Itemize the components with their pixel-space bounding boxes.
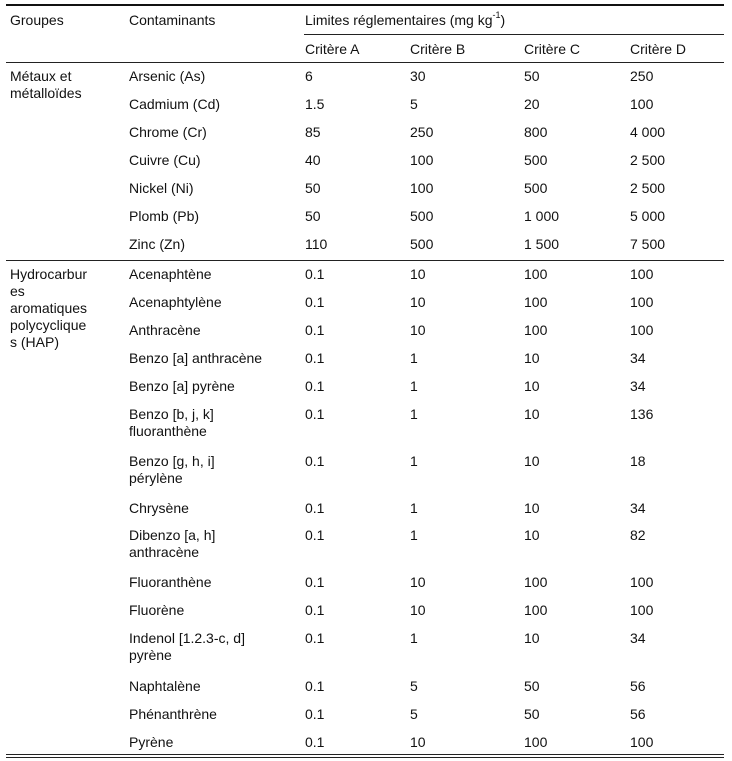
contaminant-name: Chrysène — [129, 500, 189, 516]
value-critere-d: 4 000 — [630, 124, 666, 140]
value-critere-c: 100 — [524, 734, 548, 750]
value-critere-b: 10 — [410, 574, 426, 590]
group-label-hap — [10, 266, 87, 351]
value-critere-a: 1.5 — [305, 96, 325, 112]
value-critere-a: 110 — [305, 236, 328, 252]
value-critere-d: 100 — [630, 322, 654, 338]
value-critere-c: 50 — [524, 678, 540, 694]
value-critere-b: 1 — [410, 350, 418, 366]
value-critere-c: 500 — [524, 152, 548, 168]
value-critere-a: 0.1 — [305, 678, 325, 694]
value-critere-d: 34 — [630, 350, 646, 366]
value-critere-b: 10 — [410, 294, 426, 310]
header-critere-d: Critère D — [630, 41, 687, 57]
value-critere-a: 85 — [305, 124, 321, 140]
value-critere-c: 50 — [524, 68, 540, 84]
value-critere-a: 0.1 — [305, 406, 325, 422]
contaminant-name: Chrome (Cr) — [129, 124, 207, 140]
value-critere-a: 40 — [305, 152, 321, 168]
value-critere-a: 0.1 — [305, 527, 325, 543]
value-critere-b: 1 — [410, 630, 418, 646]
value-critere-b: 1 — [410, 500, 418, 516]
value-critere-a: 0.1 — [305, 630, 325, 646]
contaminant-name: Benzo [b, j, k] — [129, 406, 214, 422]
value-critere-d: 82 — [630, 527, 646, 543]
value-critere-c: 10 — [524, 406, 540, 422]
value-critere-b: 100 — [410, 152, 434, 168]
value-critere-d: 100 — [630, 574, 654, 590]
value-critere-a: 50 — [305, 180, 321, 196]
value-critere-a: 6 — [305, 68, 313, 84]
value-critere-c: 100 — [524, 602, 548, 618]
contaminant-name: Nickel (Ni) — [129, 180, 194, 196]
value-critere-b: 500 — [410, 208, 434, 224]
value-critere-a: 50 — [305, 208, 321, 224]
group-label-line: es — [10, 283, 25, 299]
contaminant-name: Phénanthrène — [129, 706, 217, 722]
contaminant-name: Naphtalène — [129, 678, 201, 694]
header-limits-exponent: -1 — [492, 10, 501, 21]
header-bottom-rule — [6, 62, 724, 63]
header-critere-a: Critère A — [305, 41, 360, 57]
table-bottom-rule — [6, 754, 724, 755]
value-critere-d: 136 — [630, 406, 654, 422]
value-critere-d: 2 500 — [630, 180, 666, 196]
value-critere-a: 0.1 — [305, 602, 325, 618]
contaminant-name: Cadmium (Cd) — [129, 96, 221, 112]
value-critere-d: 2 500 — [630, 152, 666, 168]
value-critere-c: 500 — [524, 180, 548, 196]
value-critere-b: 1 — [410, 406, 418, 422]
group-label-line: métalloïdes — [10, 85, 82, 101]
value-critere-d: 7 500 — [630, 236, 666, 252]
contaminant-name: Benzo [g, h, i] — [129, 453, 215, 469]
value-critere-a: 0.1 — [305, 322, 325, 338]
group-label-line: s (HAP) — [10, 334, 59, 350]
value-critere-d: 250 — [630, 68, 654, 84]
value-critere-d: 100 — [630, 294, 654, 310]
group-label-line: aromatiques — [10, 300, 88, 316]
contaminant-name-cont: fluoranthène — [129, 423, 207, 439]
header-contaminants: Contaminants — [129, 12, 216, 28]
value-critere-c: 100 — [524, 294, 548, 310]
contaminant-name: Indenol [1.2.3-c, d] — [129, 630, 245, 646]
contaminant-name: Pyrène — [129, 734, 174, 750]
value-critere-d: 56 — [630, 678, 646, 694]
value-critere-b: 1 — [410, 527, 418, 543]
header-subrule — [304, 34, 724, 35]
value-critere-b: 5 — [410, 706, 418, 722]
value-critere-b: 5 — [410, 678, 418, 694]
header-groups: Groupes — [10, 12, 64, 28]
value-critere-c: 10 — [524, 500, 540, 516]
contaminant-name-cont: pérylène — [129, 470, 183, 486]
contaminant-name: Anthracène — [129, 322, 201, 338]
value-critere-d: 100 — [630, 602, 654, 618]
header-critere-c: Critère C — [524, 41, 581, 57]
group-divider-rule — [6, 260, 724, 261]
value-critere-b: 500 — [410, 236, 434, 252]
value-critere-d: 100 — [630, 266, 654, 282]
contaminant-name: Fluoranthène — [129, 574, 212, 590]
value-critere-a: 0.1 — [305, 350, 325, 366]
value-critere-a: 0.1 — [305, 453, 325, 469]
contaminant-name-cont: anthracène — [129, 544, 200, 560]
value-critere-c: 100 — [524, 266, 548, 282]
value-critere-a: 0.1 — [305, 266, 325, 282]
value-critere-d: 34 — [630, 630, 646, 646]
value-critere-c: 10 — [524, 630, 540, 646]
value-critere-b: 10 — [410, 266, 426, 282]
group-label-line: Hydrocarbur — [10, 266, 88, 282]
value-critere-a: 0.1 — [305, 500, 325, 516]
value-critere-c: 1 000 — [524, 208, 560, 224]
value-critere-c: 10 — [524, 527, 540, 543]
contaminant-name: Dibenzo [a, h] — [129, 527, 216, 543]
group-label-metaux — [10, 68, 82, 102]
contaminant-name: Plomb (Pb) — [129, 208, 200, 224]
value-critere-a: 0.1 — [305, 706, 325, 722]
group-label-line: polycyclique — [10, 317, 87, 333]
value-critere-c: 10 — [524, 350, 540, 366]
value-critere-b: 1 — [410, 378, 418, 394]
value-critere-a: 0.1 — [305, 294, 325, 310]
header-limits-text: Limites réglementaires (mg kg — [305, 12, 493, 28]
contaminant-name: Cuivre (Cu) — [129, 152, 201, 168]
value-critere-c: 800 — [524, 124, 548, 140]
value-critere-a: 0.1 — [305, 734, 325, 750]
contaminant-name: Acenaphtylène — [129, 294, 222, 310]
contaminant-name: Arsenic (As) — [129, 68, 206, 84]
contaminant-name: Acenaphtène — [129, 266, 212, 282]
value-critere-d: 18 — [630, 453, 646, 469]
header-limits — [305, 12, 505, 29]
value-critere-a: 0.1 — [305, 378, 325, 394]
value-critere-b: 250 — [410, 124, 434, 140]
value-critere-c: 100 — [524, 574, 548, 590]
value-critere-b: 100 — [410, 180, 434, 196]
value-critere-d: 56 — [630, 706, 646, 722]
value-critere-c: 10 — [524, 378, 540, 394]
value-critere-b: 10 — [410, 734, 426, 750]
value-critere-d: 34 — [630, 378, 646, 394]
value-critere-b: 10 — [410, 322, 426, 338]
value-critere-b: 30 — [410, 68, 426, 84]
table-bottom-rule-2 — [6, 757, 724, 758]
value-critere-c: 20 — [524, 96, 540, 112]
value-critere-b: 1 — [410, 453, 418, 469]
value-critere-a: 0.1 — [305, 574, 325, 590]
contaminant-name: Benzo [a] pyrène — [129, 378, 235, 394]
header-limits-close: ) — [500, 12, 506, 28]
contaminant-name: Zinc (Zn) — [129, 236, 185, 252]
value-critere-d: 100 — [630, 96, 654, 112]
value-critere-c: 10 — [524, 453, 540, 469]
value-critere-b: 5 — [410, 96, 418, 112]
contaminant-name: Benzo [a] anthracène — [129, 350, 263, 366]
value-critere-b: 10 — [410, 602, 426, 618]
group-label-line: Métaux et — [10, 68, 72, 84]
value-critere-d: 100 — [630, 734, 654, 750]
value-critere-d: 34 — [630, 500, 646, 516]
contaminant-name-cont: pyrène — [129, 647, 172, 663]
table-top-rule — [6, 4, 724, 6]
value-critere-c: 1 500 — [524, 236, 560, 252]
value-critere-c: 100 — [524, 322, 548, 338]
contaminant-name: Fluorène — [129, 602, 185, 618]
header-critere-b: Critère B — [410, 41, 466, 57]
value-critere-d: 5 000 — [630, 208, 666, 224]
value-critere-c: 50 — [524, 706, 540, 722]
